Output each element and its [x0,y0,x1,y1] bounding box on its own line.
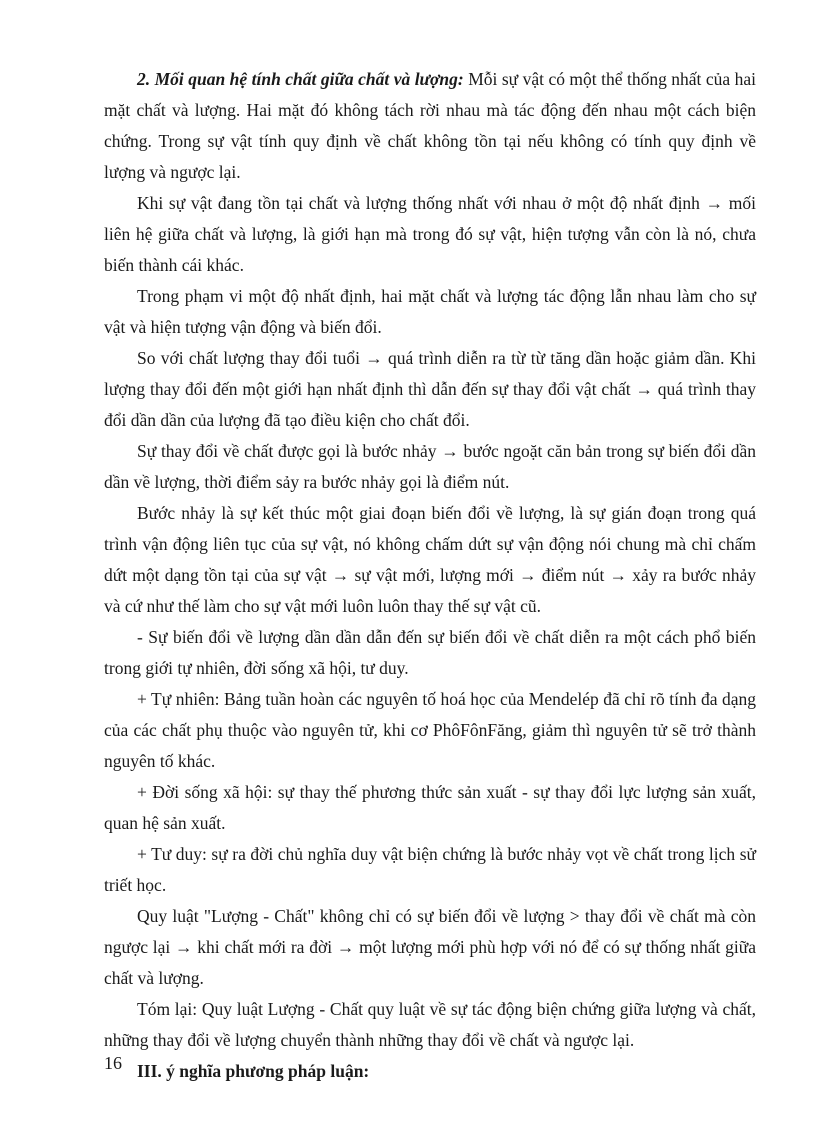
paragraph-1: Khi sự vật đang tồn tại chất và lượng thống nhất với nhau ở một độ nhất định → mối liên hệ giữa chất và lượng, là giới hạn mà trong đó sự vật, hiện tượng vẫn còn là nó, chưa biến thành cái khác. [104,193,756,275]
intro-paragraph [104,64,756,188]
paragraph-2: Trong phạm vi một độ nhất định, hai mặt chất và lượng tác động lẫn nhau làm cho sự vật và hiện tượng vận động và biến đổi. [104,286,756,337]
paragraph-7: + Tự nhiên: Bảng tuần hoàn các nguyên tố hoá học của Mendelép đã chỉ rõ tính đa dạng của các chất phụ thuộc vào nguyên tử, khi cơ PhôFônFăng, giảm thì nguyên tử sẽ trở thành nguyên tố khác. [104,689,756,771]
paragraph-6: - Sự biến đổi về lượng dần dần dẫn đến sự biến đổi về chất diễn ra một cách phổ biến trong giới tự nhiên, đời sống xã hội, tư duy. [104,627,756,678]
paragraph-4: Sự thay đổi về chất được gọi là bước nhảy → bước ngoặt căn bản trong sự biến đổi dần dần về lượng, thời điểm sảy ra bước nhảy gọi là điểm nút. [104,441,756,492]
paragraph-5: Bước nhảy là sự kết thúc một giai đoạn biến đổi về lượng, là sự gián đoạn trong quá trình vận động liên tục của sự vật, nó không chấm dứt sự vận động nói chung mà chỉ chấm dứt một dạng tồn tại của sự vật → sự vật mới, lượng mới → điểm nút → xảy ra bước nhảy và cứ như thế làm cho sự vật mới luôn luôn thay thế sự vật cũ. [104,503,756,616]
page-number: 16 [104,1053,122,1073]
subsection-heading: 2. Mối quan hệ tính chất giữa chất và lượng: [137,69,464,89]
paragraph-10: Quy luật "Lượng - Chất" không chỉ có sự biến đổi về lượng > thay đổi về chất mà còn ngược lại → khi chất mới ra đời → một lượng mới phù hợp với nó để có sự thống nhất giữa chất và lượng. [104,906,756,988]
paragraph-3: So với chất lượng thay đổi tuổi → quá trình diễn ra từ từ tăng dần hoặc giảm dần. Khi lượng thay đổi đến một giới hạn nhất định thì dẫn đến sự thay đổi vật chất → quá trình thay đổi dần dần của lượng đã tạo điều kiện cho chất đổi. [104,348,756,430]
paragraph-11: Tóm lại: Quy luật Lượng - Chất quy luật về sự tác động biện chứng giữa lượng và chất, những thay đổi về lượng chuyển thành những thay đổi về chất và ngược lại. [104,999,756,1050]
page-body [104,64,756,1087]
paragraph-9: + Tư duy: sự ra đời chủ nghĩa duy vật biện chứng là bước nhảy vọt về chất trong lịch sử triết học. [104,844,756,895]
intro-text: Mỗi sự vật có một thể thống nhất của hai mặt chất và lượng. Hai mặt đó không tách rời nhau mà tác động đến nhau một cách biện chứng. Trong sự vật tính quy định về chất không tồn tại nếu không có tính quy định về lượng và ngược lại. [104,69,756,182]
section-heading: III. ý nghĩa phương pháp luận: [137,1061,370,1081]
paragraph-8: + Đời sống xã hội: sự thay thế phương thức sản xuất - sự thay đổi lực lượng sản xuất, quan hệ sản xuất. [104,782,756,833]
